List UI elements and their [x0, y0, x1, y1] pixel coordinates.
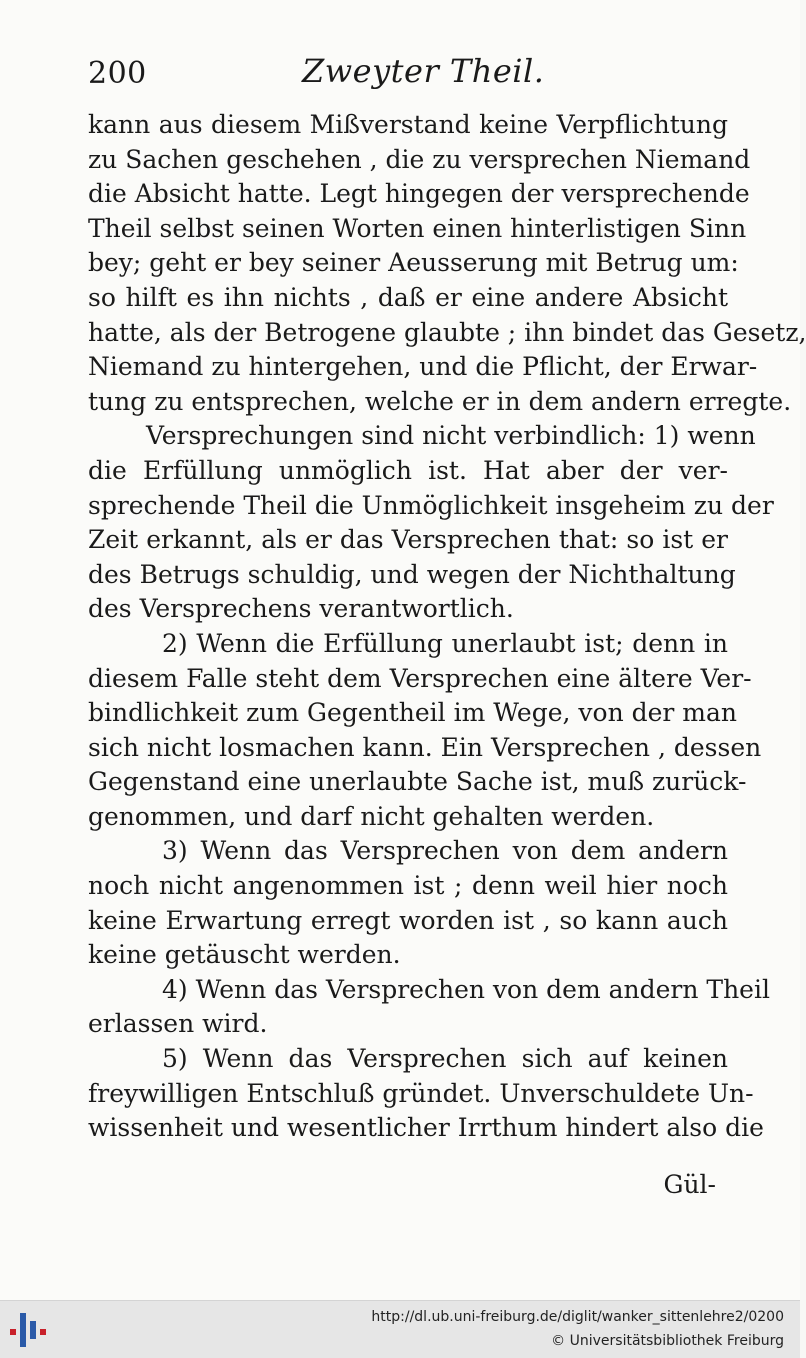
- text-line: die Erfüllung unmöglich ist. Hat aber der ver-: [88, 455, 728, 485]
- catchword: Gül-: [663, 1170, 716, 1199]
- text-line: bey; geht er bey seiner Aeusserung mit Betrug um:: [88, 248, 739, 278]
- permalink-url[interactable]: http://dl.ub.uni-freiburg.de/diglit/wanker_sittenlehre2/0200: [371, 1309, 784, 1325]
- text-line: freywilligen Entschluß gründet. Unverschuldete Un-: [88, 1078, 754, 1108]
- text-line: Niemand zu hintergehen, und die Pflicht, der Erwar-: [88, 352, 758, 382]
- page-number: 200: [88, 56, 147, 91]
- text-line: Gegenstand eine unerlaubte Sache ist, muß zurück-: [88, 767, 747, 797]
- paragraph-start-line: 3) Wenn das Versprechen von dem andern: [162, 836, 728, 866]
- text-line: so hilft es ihn nichts , daß er eine andere Absicht: [88, 282, 728, 312]
- text-line: kann aus diesem Mißverstand keine Verpflichtung: [88, 110, 728, 139]
- text-line: keine Erwartung erregt worden ist , so kann auch: [88, 905, 728, 935]
- text-line: erlassen wird.: [88, 1009, 268, 1039]
- text-line: die Absicht hatte. Legt hingegen der versprechende: [88, 179, 750, 209]
- paragraph-start-line: 2) Wenn die Erfüllung unerlaubt ist; denn in: [162, 628, 728, 658]
- copyright-notice: © Universitätsbibliothek Freiburg: [551, 1333, 784, 1349]
- paragraph-start-line: 5) Wenn das Versprechen sich auf keinen: [162, 1044, 728, 1074]
- text-line: Theil selbst seinen Worten einen hinterlistigen Sinn: [88, 213, 747, 243]
- running-title: Zweyter Theil.: [302, 52, 545, 90]
- page-header: [88, 52, 728, 96]
- text-line: wissenheit und wesentlicher Irrthum hindert also die: [88, 1113, 764, 1143]
- text-line: noch nicht angenommen ist ; denn weil hier noch: [88, 871, 728, 901]
- text-line: genommen, und darf nicht gehalten werden.: [88, 801, 655, 831]
- paragraph-start-line: Versprechungen sind nicht verbindlich: 1) wenn: [146, 421, 756, 451]
- text-line: hatte, als der Betrogene glaubte ; ihn bindet das Gesetz,: [88, 317, 806, 347]
- text-line: keine getäuscht werden.: [88, 940, 401, 970]
- text-line: Zeit erkannt, als er das Versprechen that: so ist er: [88, 525, 728, 555]
- text-line: sich nicht losmachen kann. Ein Versprechen , dessen: [88, 732, 762, 762]
- text-line: zu Sachen geschehen , die zu versprechen Niemand: [88, 144, 751, 174]
- text-line: sprechende Theil die Unmöglichkeit insgeheim zu der: [88, 490, 774, 520]
- library-logo-icon: [8, 1309, 48, 1351]
- body-text: [88, 108, 806, 1146]
- text-line: diesem Falle steht dem Versprechen eine ältere Ver-: [88, 663, 752, 693]
- text-line: des Betrugs schuldig, und wegen der Nichthaltung: [88, 559, 736, 589]
- text-line: des Versprechens verantwortlich.: [88, 594, 514, 624]
- viewer-footer: [0, 1300, 800, 1358]
- text-line: bindlichkeit zum Gegentheil im Wege, von der man: [88, 698, 738, 728]
- text-line: tung zu entsprechen, welche er in dem andern erregte.: [88, 386, 792, 416]
- paragraph-start-line: 4) Wenn das Versprechen von dem andern Theil: [162, 974, 770, 1004]
